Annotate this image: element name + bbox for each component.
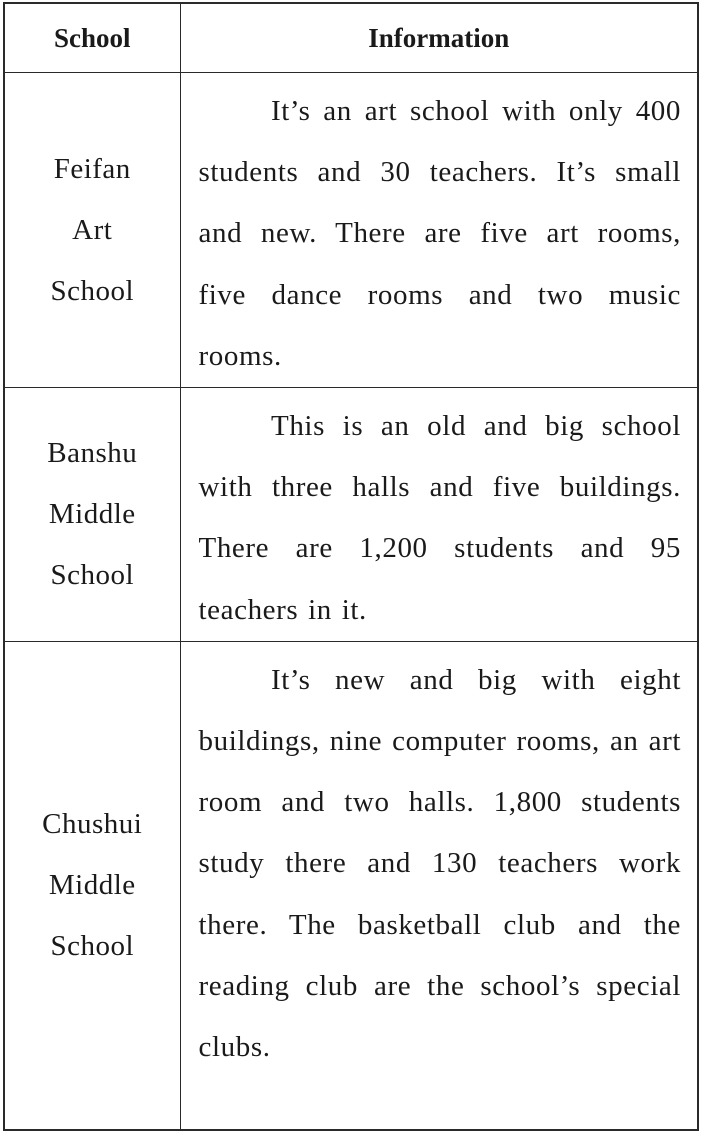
school-name-line: Banshu bbox=[47, 436, 138, 469]
school-name-line: School bbox=[50, 930, 135, 963]
school-name-cell bbox=[4, 73, 180, 388]
header-school: School bbox=[4, 3, 180, 73]
school-information-text: It’s an art school with only 400 students and 30 teachers. It’s small and new. There are five art rooms, five dance rooms and two music rooms. bbox=[198, 95, 681, 372]
school-name-cell bbox=[4, 641, 180, 1130]
school-name-line: Middle bbox=[48, 497, 136, 530]
school-name-line: School bbox=[50, 274, 135, 307]
school-information-table bbox=[3, 2, 699, 1131]
school-information-cell bbox=[180, 73, 698, 388]
school-name-line: School bbox=[50, 558, 135, 591]
school-information-cell bbox=[180, 388, 698, 642]
school-name-line: Feifan bbox=[53, 152, 131, 185]
school-name-line: Chushui bbox=[42, 808, 143, 841]
school-name-line: Middle bbox=[48, 869, 136, 902]
table-row bbox=[4, 73, 698, 388]
school-information-cell bbox=[180, 641, 698, 1130]
header-information: Information bbox=[180, 3, 698, 73]
school-name-line: Art bbox=[72, 213, 113, 246]
school-information-text: This is an old and big school with three halls and five buildings. There are 1,200 students and 95 teachers in it. bbox=[198, 410, 681, 626]
table-header-row bbox=[4, 3, 698, 73]
school-information-text: It’s new and big with eight buildings, nine computer rooms, an art room and two halls. 1,800 students study there and 130 teachers work there. The basketball club and the reading club are the school’s special clubs. bbox=[198, 663, 681, 1064]
table-row bbox=[4, 641, 698, 1130]
school-name-cell bbox=[4, 388, 180, 642]
table-row bbox=[4, 388, 698, 642]
